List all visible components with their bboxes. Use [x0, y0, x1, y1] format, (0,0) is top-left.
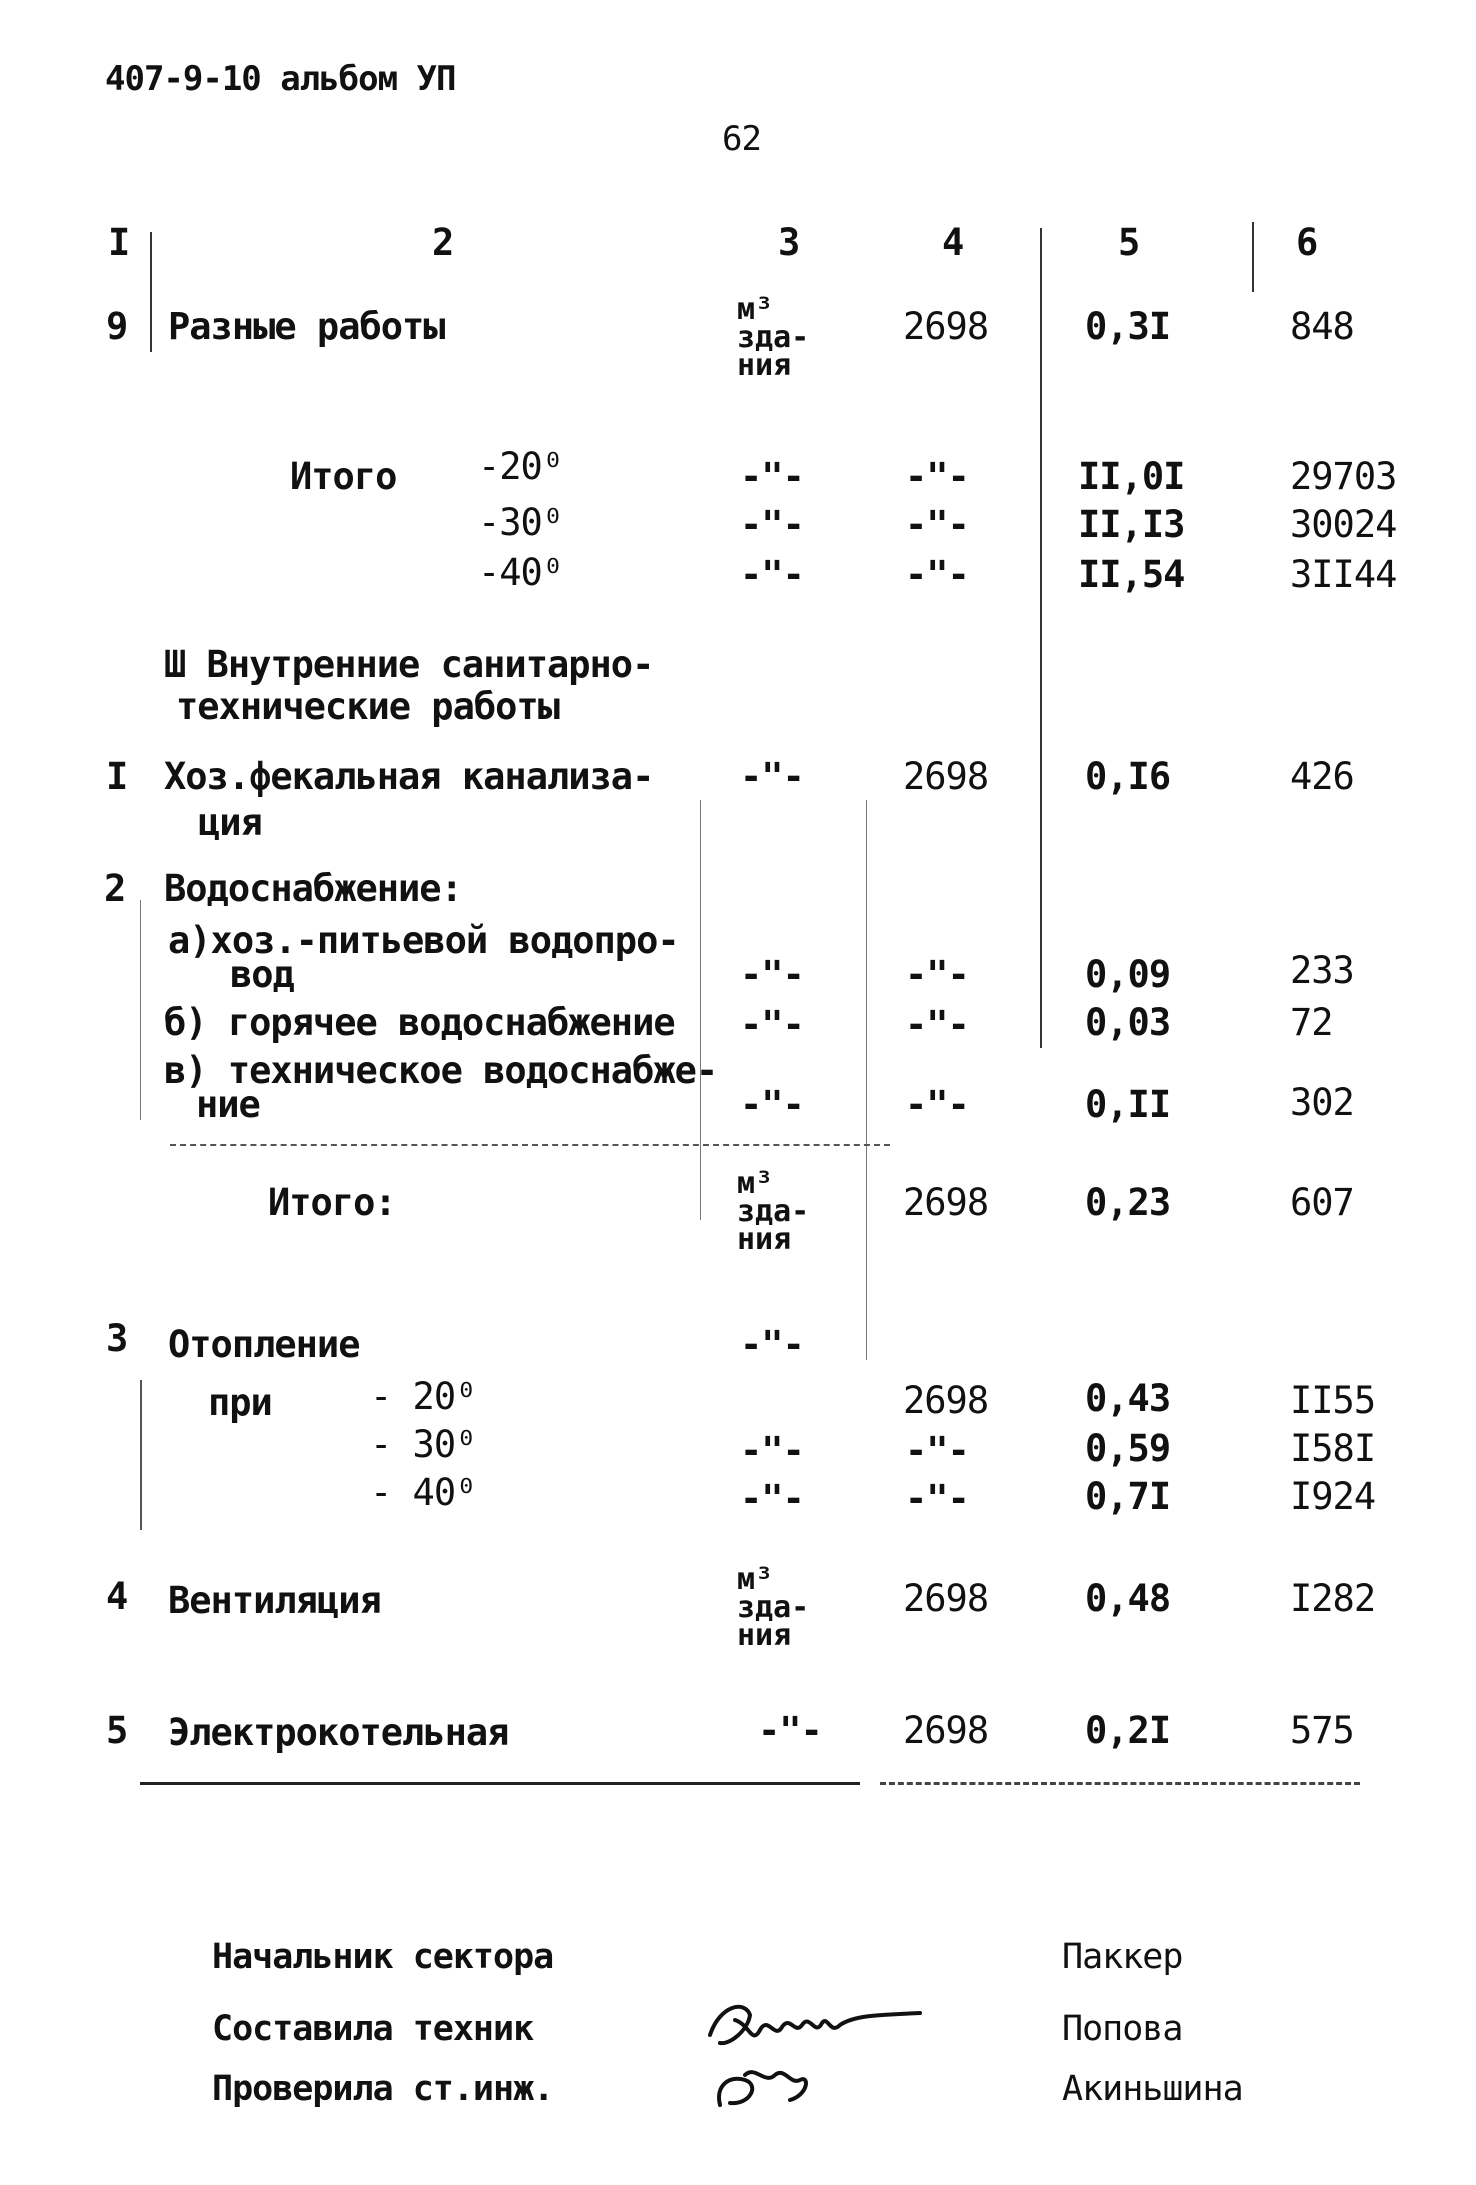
- column-rule: [140, 900, 141, 1120]
- work-name: вод: [230, 953, 294, 996]
- temperature-label: -40⁰: [478, 551, 564, 594]
- work-name: Хоз.фекальная канализа-: [164, 755, 654, 798]
- work-name: Электрокотельная: [168, 1711, 509, 1754]
- coefficient-cell: 0,3I: [1085, 305, 1171, 348]
- total-cell: 3II44: [1290, 553, 1397, 596]
- signature-role: Составила техник: [212, 2009, 534, 2049]
- total-cell: 848: [1290, 305, 1354, 348]
- signature-role: Начальник сектора: [212, 1937, 554, 1977]
- section-title: Ш Внутренние санитарно-: [164, 643, 654, 686]
- row-number: 3: [106, 1317, 128, 1360]
- unit-cell: -"-: [740, 503, 804, 546]
- page-number: 62: [722, 119, 761, 159]
- work-name: а)хоз.-питьевой водопро-: [168, 919, 679, 962]
- total-cell: 426: [1290, 755, 1354, 798]
- quantity-cell: -"-: [905, 1083, 969, 1126]
- signatory-name: Акиньшина: [1062, 2069, 1243, 2109]
- temperature-label: - 30⁰: [370, 1423, 477, 1466]
- coefficient-cell: II,54: [1078, 553, 1185, 596]
- total-cell: 29703: [1290, 455, 1397, 498]
- table-bottom-rule: [880, 1782, 1360, 1785]
- unit-cell: -"-: [740, 1323, 804, 1366]
- row-number: 5: [106, 1709, 128, 1752]
- unit-cell: -"-: [740, 1477, 804, 1520]
- quantity-cell: -"-: [905, 1429, 969, 1472]
- coefficient-cell: 0,59: [1085, 1427, 1171, 1470]
- column-header-6: 6: [1296, 221, 1318, 264]
- quantity-cell: -"-: [905, 455, 969, 498]
- total-cell: I58I: [1290, 1427, 1376, 1470]
- total-cell: I282: [1290, 1577, 1376, 1620]
- quantity-cell: 2698: [903, 305, 989, 348]
- signatory-name: Паккер: [1062, 1937, 1183, 1977]
- column-header-5: 5: [1118, 221, 1140, 264]
- coefficient-cell: II,I3: [1078, 503, 1185, 546]
- total-cell: 607: [1290, 1181, 1354, 1224]
- coefficient-cell: 0,I6: [1085, 755, 1171, 798]
- temperature-label: - 40⁰: [370, 1471, 477, 1514]
- row-number: 4: [106, 1575, 128, 1618]
- handwritten-signature: [690, 1985, 930, 2115]
- total-cell: 72: [1290, 1001, 1333, 1044]
- temperature-label: - 20⁰: [370, 1375, 477, 1418]
- column-rule: [700, 800, 701, 1220]
- quantity-cell: 2698: [903, 1379, 989, 1422]
- condition-label: при: [208, 1381, 272, 1424]
- row-number: 2: [104, 867, 126, 910]
- work-name: Вентиляция: [168, 1579, 381, 1622]
- unit-cell: -"-: [740, 1083, 804, 1126]
- signatory-name: Попова: [1062, 2009, 1183, 2049]
- coefficient-cell: 0,43: [1085, 1377, 1171, 1420]
- work-name: в) техническое водоснабже-: [164, 1049, 718, 1092]
- total-cell: 233: [1290, 949, 1354, 992]
- quantity-cell: -"-: [905, 953, 969, 996]
- quantity-cell: -"-: [905, 1003, 969, 1046]
- row-separator: [170, 1144, 890, 1146]
- unit-cell: -"-: [740, 1429, 804, 1472]
- work-name: ние: [196, 1083, 260, 1126]
- column-header-3: 3: [778, 221, 800, 264]
- column-header-2: 2: [432, 221, 454, 264]
- total-cell: II55: [1290, 1379, 1376, 1422]
- column-header-4: 4: [942, 221, 964, 264]
- unit-cell: -"-: [740, 1003, 804, 1046]
- unit-cell: м³ зда- ния: [737, 1166, 810, 1257]
- coefficient-cell: 0,2I: [1085, 1709, 1171, 1752]
- quantity-cell: 2698: [903, 1577, 989, 1620]
- document-reference: 407-9-10 альбом УП: [105, 59, 456, 99]
- total-cell: I924: [1290, 1475, 1376, 1518]
- quantity-cell: -"-: [905, 1477, 969, 1520]
- unit-cell: м³ зда- ния: [737, 292, 810, 383]
- quantity-cell: -"-: [905, 503, 969, 546]
- coefficient-cell: 0,03: [1085, 1001, 1171, 1044]
- coefficient-cell: 0,7I: [1085, 1475, 1171, 1518]
- coefficient-cell: 0,09: [1085, 953, 1171, 996]
- unit-cell: -"-: [740, 553, 804, 596]
- column-header-1: I: [108, 221, 130, 264]
- column-rule: [150, 232, 152, 352]
- table-bottom-rule: [140, 1782, 860, 1785]
- signature-role: Проверила ст.инж.: [212, 2069, 554, 2109]
- unit-cell: -"-: [740, 953, 804, 996]
- temperature-label: -30⁰: [478, 501, 564, 544]
- row-number: 9: [106, 305, 128, 348]
- total-cell: 302: [1290, 1081, 1354, 1124]
- unit-cell: -"-: [740, 755, 804, 798]
- coefficient-cell: II,0I: [1078, 455, 1185, 498]
- unit-cell: м³ зда- ния: [737, 1562, 810, 1653]
- quantity-cell: 2698: [903, 755, 989, 798]
- coefficient-cell: 0,II: [1085, 1083, 1171, 1126]
- work-name: Разные работы: [168, 305, 445, 348]
- quantity-cell: 2698: [903, 1709, 989, 1752]
- total-cell: 30024: [1290, 503, 1397, 546]
- coefficient-cell: 0,23: [1085, 1181, 1171, 1224]
- coefficient-cell: 0,48: [1085, 1577, 1171, 1620]
- section-title: технические работы: [176, 685, 559, 728]
- work-name: Водоснабжение:: [164, 867, 462, 910]
- row-number: I: [106, 755, 128, 798]
- column-rule: [866, 800, 867, 1360]
- column-rule: [1252, 222, 1254, 292]
- work-name: Отопление: [168, 1323, 360, 1366]
- quantity-cell: -"-: [905, 553, 969, 596]
- unit-cell: -"-: [758, 1709, 822, 1752]
- work-name: б) горячее водоснабжение: [164, 1001, 675, 1044]
- quantity-cell: 2698: [903, 1181, 989, 1224]
- temperature-label: -20⁰: [478, 445, 564, 488]
- itogo-label: Итого: [290, 455, 397, 498]
- work-name: ция: [198, 801, 262, 844]
- column-rule: [140, 1380, 142, 1530]
- itogo-label: Итого:: [268, 1181, 396, 1224]
- column-rule: [1040, 228, 1042, 1048]
- total-cell: 575: [1290, 1709, 1354, 1752]
- unit-cell: -"-: [740, 455, 804, 498]
